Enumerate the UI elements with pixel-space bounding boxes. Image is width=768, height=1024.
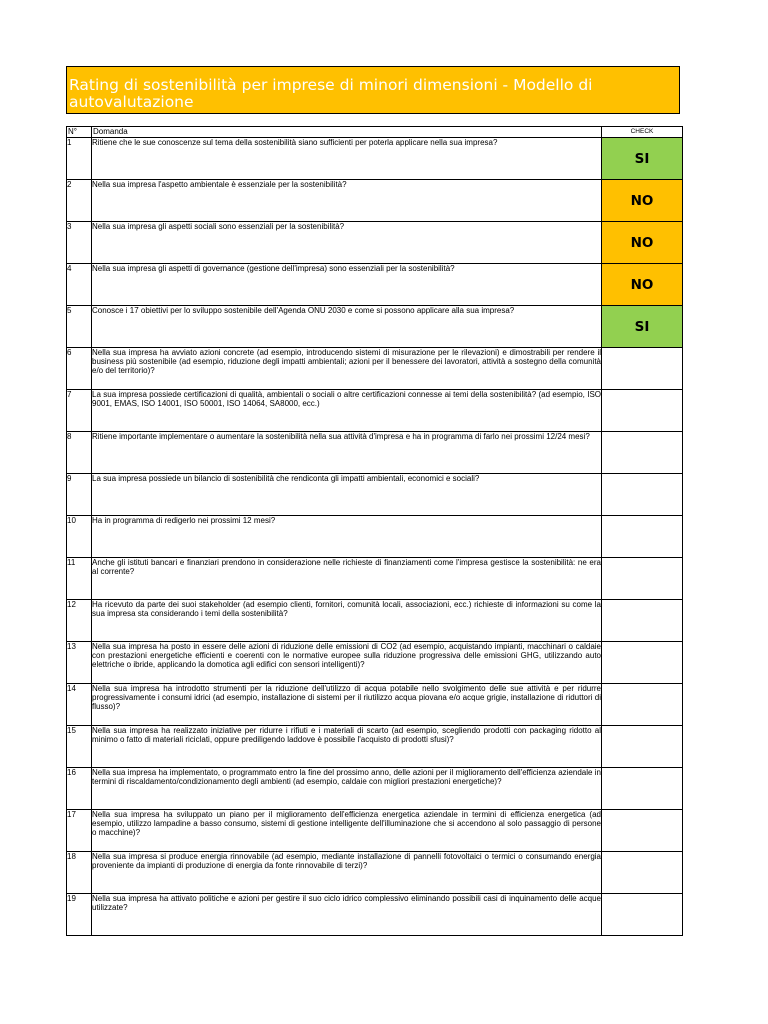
check-cell[interactable] xyxy=(602,558,683,600)
table-row xyxy=(67,768,683,810)
page-title: Rating di sostenibilità per imprese di minori dimensioni - Modello di autovalutazione xyxy=(69,76,593,111)
question-text: Nella sua impresa gli aspetti sociali sono essenziali per la sostenibilità? xyxy=(92,222,602,264)
check-cell[interactable] xyxy=(602,684,683,726)
check-cell[interactable] xyxy=(602,642,683,684)
check-answer xyxy=(602,642,682,683)
question-text: Nella sua impresa ha sviluppato un piano per il miglioramento dell'efficienza energetica aziendale in termini di efficienza energetica (ad esempio, utilizzo lampadine a basso consumo, sistemi di gestione intelligente dell'illuminazione che si accendono al solo passaggio di persone o macchine)? xyxy=(92,810,602,852)
check-cell[interactable] xyxy=(602,264,683,306)
question-number: 6 xyxy=(67,348,92,390)
check-answer xyxy=(602,600,682,641)
check-cell[interactable] xyxy=(602,222,683,264)
check-answer xyxy=(602,474,682,515)
check-answer: NO xyxy=(602,264,682,305)
check-answer xyxy=(602,810,682,851)
question-text: Anche gli istituti bancari e finanziari prendono in considerazione nelle richieste di finanziamenti come l'impresa gestisce la sostenibilità: ne era al corrente? xyxy=(92,558,602,600)
check-answer: NO xyxy=(602,180,682,221)
table-row xyxy=(67,306,683,348)
header-check: CHECK xyxy=(602,127,683,138)
table-row xyxy=(67,810,683,852)
question-text: Ritiene che le sue conoscenze sul tema della sostenibilità siano sufficienti per poterla applicare nella sua impresa? xyxy=(92,138,602,180)
question-number: 17 xyxy=(67,810,92,852)
check-answer xyxy=(602,558,682,599)
question-text: Ha ricevuto da parte dei suoi stakeholder (ad esempio clienti, fornitori, comunità locali, associazioni, ecc.) richieste di informazioni su come la sua impresa sta considerando i temi della sostenibilità? xyxy=(92,600,602,642)
table-row xyxy=(67,894,683,936)
question-text: Nella sua impresa l'aspetto ambientale è essenziale per la sostenibilità? xyxy=(92,180,602,222)
question-number: 18 xyxy=(67,852,92,894)
check-cell[interactable] xyxy=(602,768,683,810)
question-number: 3 xyxy=(67,222,92,264)
table-header-row xyxy=(67,127,683,138)
check-answer xyxy=(602,432,682,473)
question-text: Nella sua impresa ha posto in essere delle azioni di riduzione delle emissioni di CO2 (ad esempio, acquistando impianti, macchinari o caldaie con prestazioni energetiche efficienti e coerenti con le normative europee sulla riduzione progressiva delle emissioni GHG, utilizzando auto elettriche o ibride, applicando la domotica agli edifici con sensori intelligenti)? xyxy=(92,642,602,684)
table-row xyxy=(67,558,683,600)
question-text: La sua impresa possiede un bilancio di sostenibilità che rendiconta gli impatti ambientali, economici e sociali? xyxy=(92,474,602,516)
question-number: 15 xyxy=(67,726,92,768)
question-number: 2 xyxy=(67,180,92,222)
question-text: Nella sua impresa gli aspetti di governance (gestione dell'impresa) sono essenziali per la sostenibilità? xyxy=(92,264,602,306)
question-number: 5 xyxy=(67,306,92,348)
check-answer xyxy=(602,768,682,809)
table-row xyxy=(67,852,683,894)
question-text: Nella sua impresa ha introdotto strumenti per la riduzione dell'utilizzo di acqua potabile nello svolgimento delle sue attività e per ridurre progressivamente i consumi idrici (ad esempio, installazione di sistemi per il riutilizzo acqua piovana e/o acque grigie, installazione di riduttori di flusso)? xyxy=(92,684,602,726)
check-answer xyxy=(602,726,682,767)
question-text: Conosce i 17 obiettivi per lo sviluppo sostenibile dell'Agenda ONU 2030 e come si possono applicare alla sua impresa? xyxy=(92,306,602,348)
check-answer xyxy=(602,684,682,725)
table-row xyxy=(67,180,683,222)
table-row xyxy=(67,684,683,726)
question-text: Nella sua impresa si produce energia rinnovabile (ad esempio, mediante installazione di pannelli fotovoltaici o termici o consumando energia proveniente da impianti di produzione di energia da fonte rinnovabile di terzi)? xyxy=(92,852,602,894)
check-answer xyxy=(602,390,682,431)
question-number: 4 xyxy=(67,264,92,306)
check-cell[interactable] xyxy=(602,390,683,432)
check-cell[interactable] xyxy=(602,726,683,768)
question-number: 19 xyxy=(67,894,92,936)
check-cell[interactable] xyxy=(602,306,683,348)
question-number: 14 xyxy=(67,684,92,726)
check-answer xyxy=(602,852,682,893)
question-text: La sua impresa possiede certificazioni di qualità, ambientali o sociali o altre certificazioni connesse ai temi della sostenibilità? (ad esempio, ISO 9001, EMAS, ISO 14001, ISO 50001, ISO 14064, SA8000, ecc.) xyxy=(92,390,602,432)
question-number: 1 xyxy=(67,138,92,180)
table-row xyxy=(67,390,683,432)
check-cell[interactable] xyxy=(602,348,683,390)
table-row xyxy=(67,432,683,474)
check-cell[interactable] xyxy=(602,180,683,222)
question-text: Nella sua impresa ha implementato, o programmato entro la fine del prossimo anno, delle azioni per il miglioramento dell'efficienza aziendale in termini di riscaldamento/condizionamento degli ambienti (ad esempio, caldaie con migliori prestazioni energetiche)? xyxy=(92,768,602,810)
check-answer: NO xyxy=(602,222,682,263)
question-number: 13 xyxy=(67,642,92,684)
questionnaire-table xyxy=(66,126,683,936)
table-row xyxy=(67,516,683,558)
check-cell[interactable] xyxy=(602,432,683,474)
table-row xyxy=(67,600,683,642)
check-cell[interactable] xyxy=(602,894,683,936)
check-cell[interactable] xyxy=(602,138,683,180)
question-text: Ha in programma di redigerlo nei prossimi 12 mesi? xyxy=(92,516,602,558)
question-number: 10 xyxy=(67,516,92,558)
check-answer: SI xyxy=(602,306,682,347)
table-row xyxy=(67,642,683,684)
check-answer xyxy=(602,348,682,389)
check-answer: SI xyxy=(602,138,682,179)
question-number: 8 xyxy=(67,432,92,474)
question-text: Nella sua impresa ha avviato azioni concrete (ad esempio, introducendo sistemi di misurazione per le rilevazioni) e dimostrabili per rendere il business più sostenibile (ad esempio, riduzione degli impatti ambientali; azioni per il benessere dei lavoratori, attività a sostegno della comunità e/o del territorio)? xyxy=(92,348,602,390)
question-number: 11 xyxy=(67,558,92,600)
header-question: Domanda xyxy=(92,127,602,138)
check-answer xyxy=(602,516,682,557)
question-text: Nella sua impresa ha realizzato iniziative per ridurre i rifiuti e i materiali di scarto (ad esempio, scegliendo prodotti con packaging ridotto al minimo o fatto di materiali riciclati, oppure prediligendo laddove è possibile l'acquisto di prodotti sfusi)? xyxy=(92,726,602,768)
header-number: N° xyxy=(67,127,92,138)
check-cell[interactable] xyxy=(602,600,683,642)
question-number: 9 xyxy=(67,474,92,516)
check-cell[interactable] xyxy=(602,810,683,852)
question-number: 12 xyxy=(67,600,92,642)
table-row xyxy=(67,264,683,306)
check-answer xyxy=(602,894,682,935)
question-text: Nella sua impresa ha attivato politiche e azioni per gestire il suo ciclo idrico complessivo eliminando possibili casi di inquinamento delle acque utilizzate? xyxy=(92,894,602,936)
table-row xyxy=(67,138,683,180)
table-row xyxy=(67,348,683,390)
question-text: Ritiene importante implementare o aumentare la sostenibilità nella sua attività d'impresa e ha in programma di farlo nei prossimi 12/24 mesi? xyxy=(92,432,602,474)
title-banner xyxy=(66,66,680,114)
table-row xyxy=(67,474,683,516)
question-number: 16 xyxy=(67,768,92,810)
check-cell[interactable] xyxy=(602,516,683,558)
check-cell[interactable] xyxy=(602,852,683,894)
table-row xyxy=(67,726,683,768)
table-row xyxy=(67,222,683,264)
check-cell[interactable] xyxy=(602,474,683,516)
question-number: 7 xyxy=(67,390,92,432)
